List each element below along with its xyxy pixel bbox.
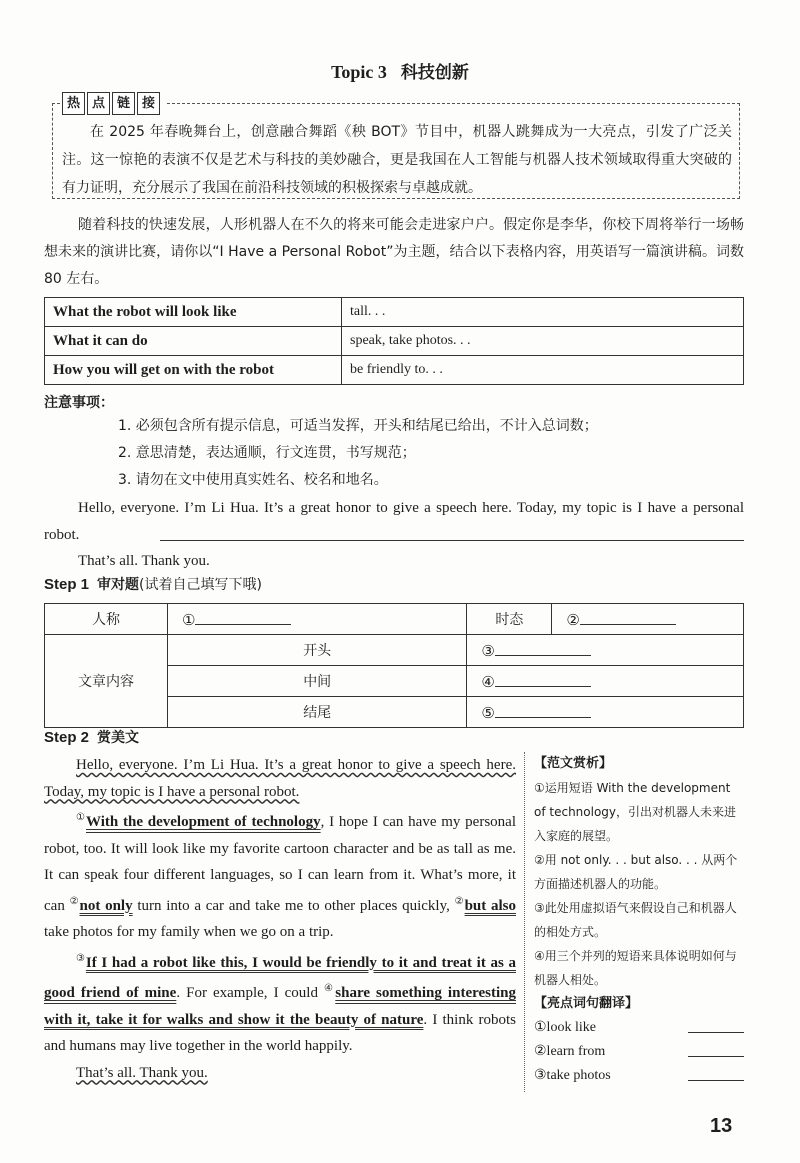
table-question: What the robot will look like (45, 298, 342, 327)
translation-blank[interactable] (688, 1064, 744, 1081)
step2-title: 赏美文 (97, 730, 140, 746)
essay-paragraph (44, 946, 516, 1060)
part-answer[interactable] (467, 697, 744, 728)
translation-blank[interactable] (688, 1016, 744, 1033)
essay-paragraph (44, 805, 516, 946)
note-item: 3. 请勿在文中使用真实姓名、校名和地名。 (118, 472, 388, 488)
hot-label-char: 点 (87, 92, 110, 115)
part-label: 开头 (168, 635, 467, 666)
notes-heading: 注意事项： (44, 395, 114, 411)
answer-blank[interactable] (195, 610, 291, 625)
column-divider (524, 752, 525, 1092)
topic-title: 科技创新 (400, 63, 469, 83)
table-row (45, 635, 744, 666)
phrase: ①look like (534, 1020, 596, 1035)
blank-number: ① (182, 610, 196, 629)
phrase-row (534, 1016, 744, 1040)
marker: ① (76, 812, 86, 823)
essay-opening: Hello, everyone. I’m Li Hua. It’s a great honor to give a speech here. Today, my topic is I have a personal robot. (44, 500, 744, 543)
highlight-phrase: not only (79, 897, 133, 914)
tense-answer[interactable] (552, 604, 744, 635)
note-item: 2. 意思清楚，表达通顺，行文连贯，书写规范； (118, 445, 416, 461)
side-item: ③此处用虚拟语气来假设自己和机器人的相处方式。 (534, 901, 737, 939)
content-label: 文章内容 (45, 635, 168, 728)
topic-label: Topic 3 (331, 62, 387, 82)
essay-paragraph (44, 1060, 516, 1087)
blank-number: ⑤ (481, 703, 495, 722)
phrase-row (534, 1040, 744, 1064)
essay-end: That’s all. Thank you. (76, 1064, 208, 1081)
essay-text: . For example, I could (176, 985, 325, 1001)
answer-blank[interactable] (495, 672, 591, 687)
person-label: 人称 (45, 604, 168, 635)
writing-line[interactable] (160, 540, 744, 541)
table-answer: be friendly to. . . (342, 356, 744, 385)
hot-topic-text: 在 2025 年春晚舞台上，创意融合舞蹈《秧 BOT》节目中，机器人跳舞成为一大亮点，引发了广泛关注。这一惊艳的表演不仅是艺术与科技的美妙融合，更是我国在人工智能与机器人技术领域取得重大突破的有力证明，充分展示了我国在前沿科技领域的积极探索与卓越成就。 (62, 124, 732, 196)
analysis-table (44, 603, 744, 728)
tense-label: 时态 (467, 604, 552, 635)
table-row (45, 327, 744, 356)
note-item: 1. 必须包含所有提示信息，可适当发挥，开头和结尾已给出，不计入总词数； (118, 418, 598, 434)
marker: ④ (324, 983, 336, 994)
phrase: ③take photos (534, 1068, 611, 1083)
step1-label: Step 1 (44, 576, 90, 593)
hot-label-char: 热 (62, 92, 85, 115)
step2-label: Step 2 (44, 729, 90, 746)
part-label: 结尾 (168, 697, 467, 728)
translation-blank[interactable] (688, 1040, 744, 1057)
side-item: ②用 not only. . . but also. . . 从两个方面描述机器人的功能。 (534, 853, 738, 891)
model-essay (44, 752, 516, 1086)
essay-closing: That’s all. Thank you. (78, 553, 210, 569)
hot-topic-label (62, 92, 166, 115)
writing-task: 随着科技的快速发展，人形机器人在不久的将来可能会走进家户户。假定你是李华，你校下周将举行一场畅想未来的演讲比赛，请你以“I Have a Personal Robot”为主题，结合以下表格内容，用英语写一篇演讲稿。词数 80 左右。 (44, 217, 744, 287)
person-answer[interactable] (168, 604, 467, 635)
highlight-phrase: share something interesting with it, take it for walks and show it the beauty of nature (44, 985, 516, 1028)
step1-heading (44, 574, 262, 594)
highlight-phrase: With the development of technology (85, 814, 321, 830)
table-row (45, 604, 744, 635)
hot-label-char: 接 (137, 92, 160, 115)
essay-paragraph (44, 752, 516, 805)
table-row (45, 356, 744, 385)
table-question: What it can do (45, 327, 342, 356)
side-item: ①运用短语 With the development of technology，引出对机器人未来进入家庭的展望。 (534, 781, 737, 843)
highlight-phrase: If I had a robot like this, I would be friendly to it and treat it as a good friend of mine (44, 954, 516, 1001)
highlight-phrase: but also (464, 897, 516, 914)
phrase: ②learn from (534, 1044, 606, 1059)
answer-blank[interactable] (580, 610, 676, 625)
essay-text: . I think robots and humans may live together in the world happily. (44, 1011, 516, 1054)
essay-text: turn into a car and take me to other places quickly, (132, 897, 455, 914)
side-heading: 【亮点词句翻译】 (534, 996, 639, 1011)
content-table (44, 297, 744, 385)
table-row (45, 298, 744, 327)
marker: ② (454, 895, 465, 907)
essay-text: , I hope I can have my personal robot, too. It will look like my favorite cartoon character and be as tall as me. It can speak four different languages, so I can learn from it. What’s more, it can (44, 814, 516, 914)
essay-intro: Hello, everyone. I’m Li Hua. It’s a great honor to give a speech here. Today, my topic is I have a personal robot. (44, 757, 516, 800)
answer-blank[interactable] (495, 703, 591, 718)
hot-label-char: 链 (112, 92, 135, 115)
side-heading: 【范文赏析】 (534, 756, 613, 771)
marker: ② (69, 895, 80, 907)
part-label: 中间 (168, 666, 467, 697)
essay-text: take photos for my family when we go on a trip. (44, 924, 334, 940)
marker: ③ (76, 952, 86, 964)
step2-heading (44, 727, 139, 747)
page-title (0, 58, 800, 83)
step1-title: 审对题 (97, 577, 140, 593)
phrase-row (534, 1064, 744, 1088)
page-number: 13 (710, 1115, 733, 1137)
answer-blank[interactable] (495, 641, 591, 656)
part-answer[interactable] (467, 666, 744, 697)
blank-number: ④ (481, 672, 495, 691)
blank-number: ③ (481, 641, 495, 660)
table-answer: tall. . . (342, 298, 744, 327)
table-answer: speak, take photos. . . (342, 327, 744, 356)
part-answer[interactable] (467, 635, 744, 666)
step1-hint: (试着自己填写下哦) (139, 577, 262, 593)
notes-list (118, 413, 598, 494)
side-item: ④用三个并列的短语来具体说明如何与机器人相处。 (534, 949, 737, 987)
table-question: How you will get on with the robot (45, 356, 342, 385)
blank-number: ② (566, 610, 580, 629)
side-notes (534, 752, 744, 1088)
